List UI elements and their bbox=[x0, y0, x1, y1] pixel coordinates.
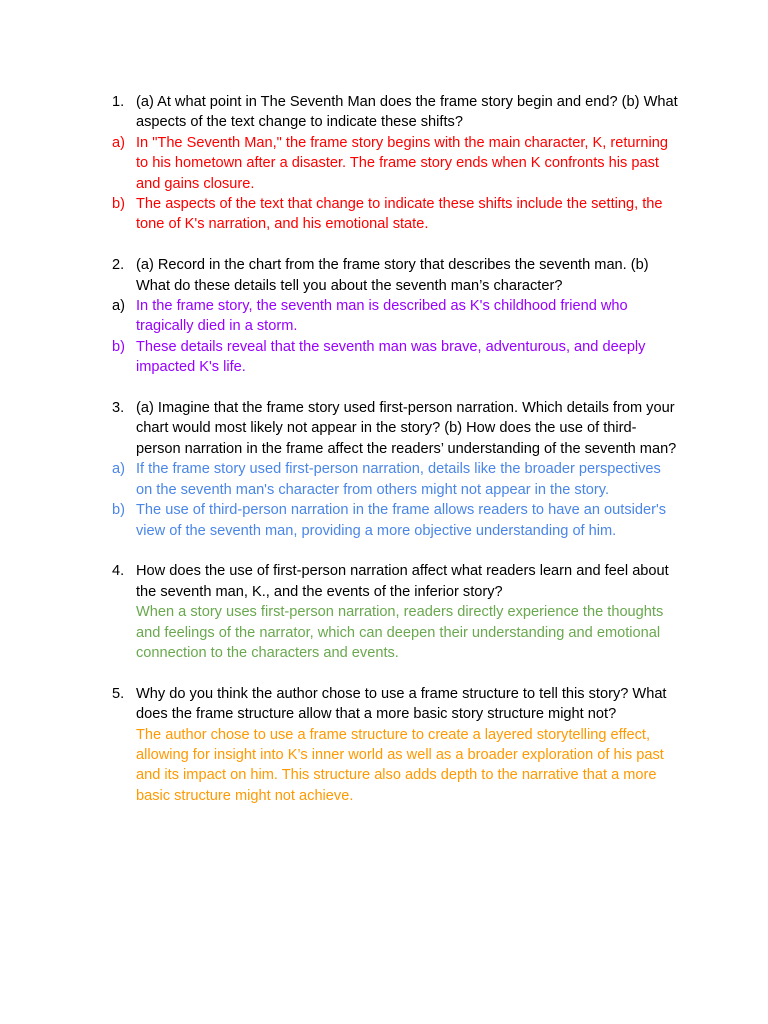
answer-text: In the frame story, the seventh man is described as K's childhood friend who tragically died in a storm. bbox=[136, 298, 628, 335]
question-text bbox=[0, 92, 680, 133]
question-2 bbox=[0, 255, 768, 377]
answer-b bbox=[0, 194, 680, 235]
question-body: Why do you think the author chose to use a frame structure to tell this story? What does the frame structure allow that a more basic story structure might not? bbox=[136, 685, 667, 723]
question-5 bbox=[0, 684, 768, 806]
question-body: (a) At what point in The Seventh Man does the frame story begin and end? (b) What aspects of the text change to indicate these shifts? bbox=[136, 94, 678, 131]
question-1 bbox=[0, 92, 768, 235]
answer-marker: a) bbox=[112, 298, 125, 315]
question-4 bbox=[0, 561, 768, 663]
question-body: How does the use of first-person narration affect what readers learn and feel about the seventh man, K., and the events of the inferior story? bbox=[136, 563, 669, 600]
answer-marker: b) bbox=[112, 502, 125, 519]
question-number: 3. bbox=[112, 400, 125, 417]
answer-a bbox=[0, 459, 680, 500]
question-text bbox=[0, 398, 680, 459]
answer-text: In "The Seventh Man," the frame story begins with the main character, K, returning to his hometown after a disaster. The frame story ends when K confronts his past and gains closure. bbox=[136, 134, 668, 192]
question-text bbox=[0, 684, 680, 725]
question-body: (a) Record in the chart from the frame story that describes the seventh man. (b) What do these details tell you about the seventh man’s character? bbox=[136, 257, 649, 294]
question-body: (a) Imagine that the frame story used first-person narration. Which details from your chart would most likely not appear in the story? (b) How does the use of third-person narration in the frame affect the readers’ understanding of the seventh man? bbox=[136, 400, 677, 457]
answer-marker: b) bbox=[112, 338, 125, 355]
answer-text: The author chose to use a frame structure to create a layered storytelling effect, allowing for insight into K’s inner world as well as a broader exploration of his past and its impact on him. This structure also adds depth to the narrative that a more basic structure might not achieve. bbox=[136, 726, 664, 804]
question-number: 1. bbox=[112, 94, 125, 110]
answer-text: If the frame story used first-person narration, details like the broader perspectives on the seventh man's character from others might not appear in the story. bbox=[136, 461, 661, 498]
answer-b bbox=[0, 337, 680, 378]
question-text bbox=[0, 255, 680, 296]
answer-marker: a) bbox=[112, 134, 125, 151]
question-3 bbox=[0, 398, 768, 541]
answer-text: When a story uses first-person narration, readers directly experience the thoughts and feelings of the narrator, which can deepen their understanding and emotional connection to the characters and events. bbox=[136, 604, 664, 661]
answer-text: The use of third-person narration in the frame allows readers to have an outsider's view of the seventh man, providing a more objective understanding of him. bbox=[136, 502, 667, 539]
answer-text: These details reveal that the seventh man was brave, adventurous, and deeply impacted K's life. bbox=[136, 338, 646, 376]
answer-a bbox=[0, 133, 680, 194]
document-page bbox=[0, 92, 768, 827]
question-text bbox=[0, 561, 680, 602]
answer-text: The aspects of the text that change to indicate these shifts include the setting, the tone of K's narration, and his emotional state. bbox=[136, 196, 663, 233]
question-number: 5. bbox=[112, 685, 125, 702]
answer-b bbox=[0, 500, 680, 541]
question-number: 4. bbox=[112, 563, 125, 580]
answer-marker: a) bbox=[112, 461, 125, 478]
answer-marker: b) bbox=[112, 196, 125, 213]
question-number: 2. bbox=[112, 257, 125, 274]
answer-a bbox=[0, 296, 680, 337]
